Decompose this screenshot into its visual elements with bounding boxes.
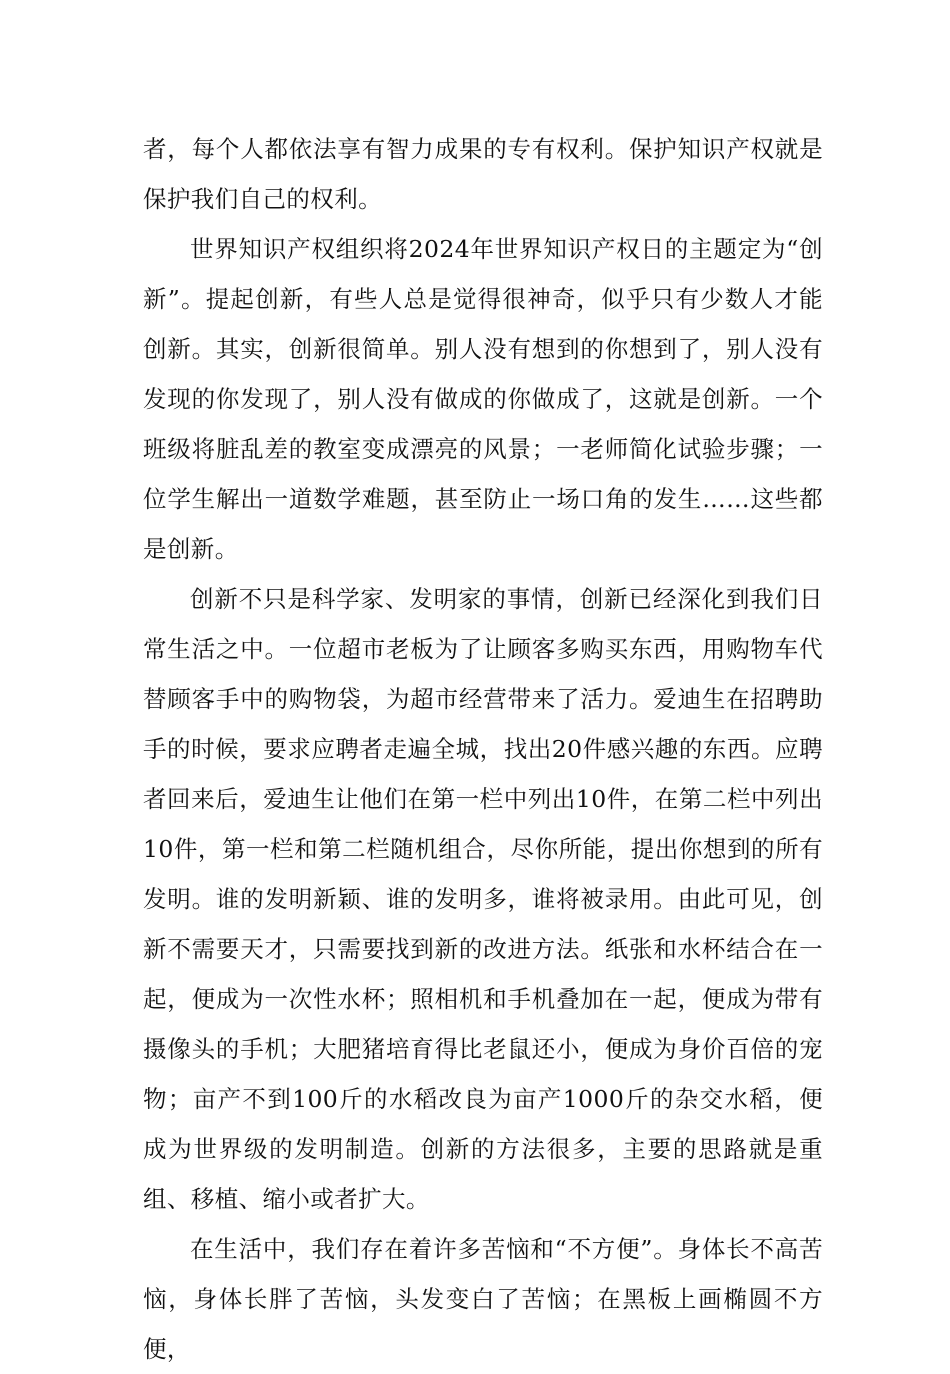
document-body	[143, 124, 823, 1374]
paragraph-1: 者，每个人都依法享有智力成果的专有权利。保护知识产权就是保护我们自己的权利。	[143, 135, 823, 213]
paragraph-3: 创新不只是科学家、发明家的事情，创新已经深化到我们日常生活之中。一位超市老板为了让顾客多购买东西，用购物车代替顾客手中的购物袋，为超市经营带来了活力。爱迪生在招聘助手的时候，要求应聘者走遍全城，找出20件感兴趣的东西。应聘者回来后，爱迪生让他们在第一栏中列出10件，在第二栏中列出10件，第一栏和第二栏随机组合，尽你所能，提出你想到的所有发明。谁的发明新颖、谁的发明多，谁将被录用。由此可见，创新不需要天才，只需要找到新的改进方法。纸张和水杯结合在一起，便成为一次性水杯；照相机和手机叠加在一起，便成为带有摄像头的手机；大肥猪培育得比老鼠还小，便成为身价百倍的宠物；亩产不到100斤的水稻改良为亩产1000斤的杂交水稻，便成为世界级的发明制造。创新的方法很多，主要的思路就是重组、移植、缩小或者扩大。	[143, 585, 823, 1213]
paragraph-2: 世界知识产权组织将2024年世界知识产权日的主题定为“创新”。提起创新，有些人总是觉得很神奇，似乎只有少数人才能创新。其实，创新很简单。别人没有想到的你想到了，别人没有发现的你发现了，别人没有做成的你做成了，这就是创新。一个班级将脏乱差的教室变成漂亮的风景；一老师简化试验步骤；一位学生解出一道数学难题，甚至防止一场口角的发生……这些都是创新。	[143, 235, 823, 563]
paragraph-4: 在生活中，我们存在着许多苦恼和“不方便”。身体长不高苦恼，身体长胖了苦恼，头发变白了苦恼；在黑板上画椭圆不方便，	[143, 1235, 823, 1363]
